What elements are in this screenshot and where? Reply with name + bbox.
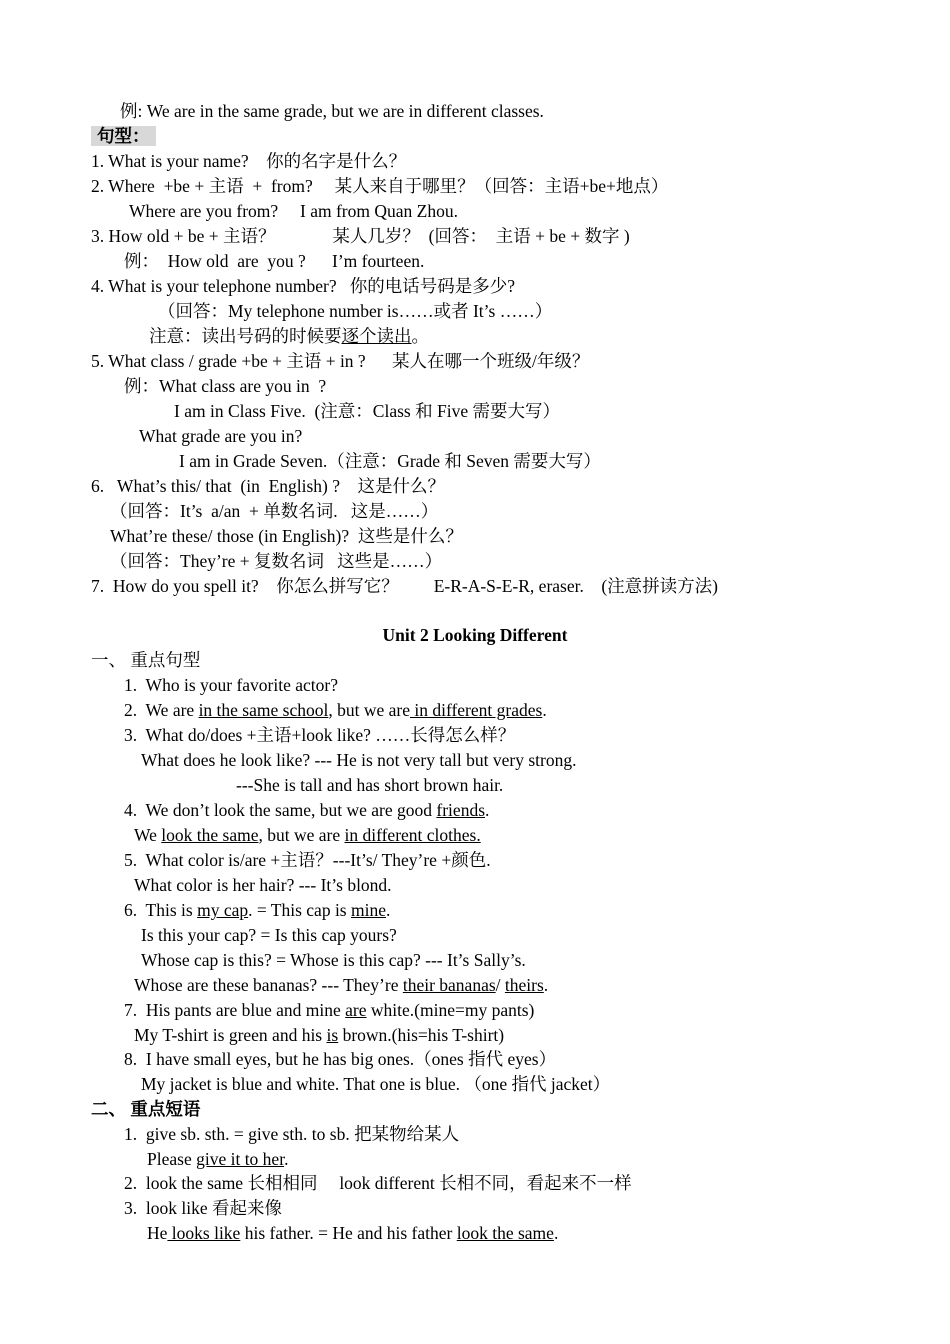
text: 2. We are	[124, 700, 199, 720]
text: , but we are	[328, 700, 410, 720]
note-end: 。	[411, 326, 429, 346]
text: brown.(his=his T-shirt)	[338, 1025, 505, 1045]
pattern-6-plural: What’re these/ those (in English)? 这些是什么？	[110, 526, 463, 546]
pattern-4-note	[149, 324, 429, 348]
underlined-phrase: in different clothes.	[344, 825, 481, 845]
pattern-2-example: Where are you from? I am from Quan Zhou.	[129, 201, 458, 221]
pattern-6-answer: （回答：It’s a/an + 单数名词. 这是……）	[110, 501, 439, 521]
sentence-7	[124, 998, 534, 1022]
text: white.(mine=my pants)	[366, 1000, 535, 1020]
pattern-5-example-2: What grade are you in?	[139, 426, 303, 446]
sentence-3-example: What does he look like? --- He is not very tall but very strong.	[141, 750, 577, 770]
text: .	[485, 800, 490, 820]
note-underlined: 逐个读出	[341, 326, 412, 346]
unit-title: Unit 2 Looking Different	[382, 625, 568, 645]
text: My T-shirt is green and his	[134, 1025, 327, 1045]
sentence-6-example-3	[134, 973, 548, 997]
text: 7. His pants are blue and mine	[124, 1000, 346, 1020]
sentence-8: 8. I have small eyes, but he has big ones.（ones 指代 eyes）	[124, 1049, 557, 1069]
text: 4. We don’t look the same, but we are good	[124, 800, 437, 820]
phrase-3: 3. look like 看起来像	[124, 1198, 282, 1218]
pattern-6: 6. What’s this/ that (in English) ? 这是什么？	[91, 476, 446, 496]
underlined-phrase: look the same	[456, 1223, 554, 1243]
text: .	[553, 1223, 559, 1243]
phrase-1-example	[147, 1147, 288, 1171]
pattern-5-answer-2: I am in Grade Seven.（注意：Grade 和 Seven 需要大写）	[179, 451, 601, 471]
text: , but we are	[258, 825, 345, 845]
phrase-2: 2. look the same 长相相同 look different 长相不同，看起来不一样	[124, 1173, 632, 1193]
sentence-3: 3. What do/does +主语+look like? ……长得怎么样？	[124, 725, 516, 745]
text: 6. This is	[124, 900, 198, 920]
heading-key-phrases: 二、 重点短语	[91, 1099, 201, 1119]
sentence-6	[124, 898, 390, 922]
sentence-5: 5. What color is/are +主语？---It’s/ They’re +颜色.	[124, 850, 491, 870]
pattern-4: 4. What is your telephone number? 你的电话号码是多少?	[91, 276, 515, 296]
phrase-3-example	[147, 1221, 558, 1245]
heading-highlight: 句型：	[91, 126, 156, 146]
underlined-phrase: are	[345, 1000, 367, 1020]
text: . = This cap is	[248, 900, 351, 920]
sentence-5-example: What color is her hair? --- It’s blond.	[134, 875, 392, 895]
pattern-6-plural-answer: （回答：They’re + 复数名词 这些是……）	[110, 551, 443, 571]
note-text: 注意：读出号码的时候要	[149, 326, 342, 346]
text: .	[284, 1149, 289, 1169]
underlined-phrase: mine	[351, 900, 386, 920]
sentence-2	[124, 698, 547, 722]
underlined-phrase: theirs	[504, 975, 544, 995]
text: /	[495, 975, 505, 995]
underlined-phrase: in the same school	[198, 700, 329, 720]
underlined-phrase: give it to her	[196, 1149, 285, 1169]
example-line: 例: We are in the same grade, but we are in different classes.	[120, 101, 544, 121]
sentence-6-example-2: Whose cap is this? = Whose is this cap? --- It’s Sally’s.	[141, 950, 526, 970]
pattern-4-answer: （回答：My telephone number is……或者 It’s ……）	[158, 301, 553, 321]
underlined-phrase: friends	[436, 800, 486, 820]
heading-key-sentences: 一、 重点句型	[91, 650, 201, 670]
pattern-2: 2. Where +be + 主语 + from? 某人来自于哪里？（回答：主语+be+地点）	[91, 176, 669, 196]
text: .	[543, 975, 549, 995]
pattern-5-answer: I am in Class Five. (注意：Class 和 Five 需要大写）	[174, 401, 560, 421]
text: .	[386, 900, 391, 920]
underlined-phrase: look the same	[161, 825, 259, 845]
sentence-4-example	[134, 823, 481, 847]
underlined-phrase: in different grades	[409, 700, 543, 720]
underlined-phrase: my cap	[197, 900, 249, 920]
underlined-phrase: looks like	[167, 1223, 241, 1243]
sentence-4	[124, 798, 489, 822]
pattern-1: 1. What is your name? 你的名字是什么？	[91, 151, 407, 171]
sentence-6-example: Is this your cap? = Is this cap yours?	[141, 925, 397, 945]
sentence-3-example-2: ---She is tall and has short brown hair.	[236, 775, 504, 795]
sentence-1: 1. Who is your favorite actor?	[124, 675, 338, 695]
text: .	[542, 700, 547, 720]
pattern-5: 5. What class / grade +be + 主语 + in ? 某人在哪一个班级/年级？	[91, 351, 590, 371]
underlined-phrase: is	[326, 1025, 339, 1045]
pattern-5-example: 例：What class are you in ?	[124, 376, 327, 396]
text: Whose are these bananas? --- They’re	[134, 975, 403, 995]
phrase-1: 1. give sb. sth. = give sth. to sb. 把某物给某人	[124, 1124, 460, 1144]
section-heading	[91, 124, 156, 148]
underlined-phrase: their bananas	[402, 975, 496, 995]
pattern-3: 3. How old + be + 主语？ 某人几岁？ (回答： 主语 + be + 数字 )	[91, 226, 630, 246]
text: Please	[147, 1149, 197, 1169]
sentence-7-example	[134, 1023, 504, 1047]
text: We	[134, 825, 162, 845]
text: his father. = He and his father	[240, 1223, 457, 1243]
pattern-3-example: 例： How old are you ? I’m fourteen.	[124, 251, 425, 271]
text: He	[147, 1223, 168, 1243]
pattern-7: 7. How do you spell it? 你怎么拼写它？ E-R-A-S-E-R, eraser. (注意拼读方法)	[91, 576, 719, 596]
sentence-8-example: My jacket is blue and white. That one is blue. （one 指代 jacket）	[141, 1074, 611, 1094]
